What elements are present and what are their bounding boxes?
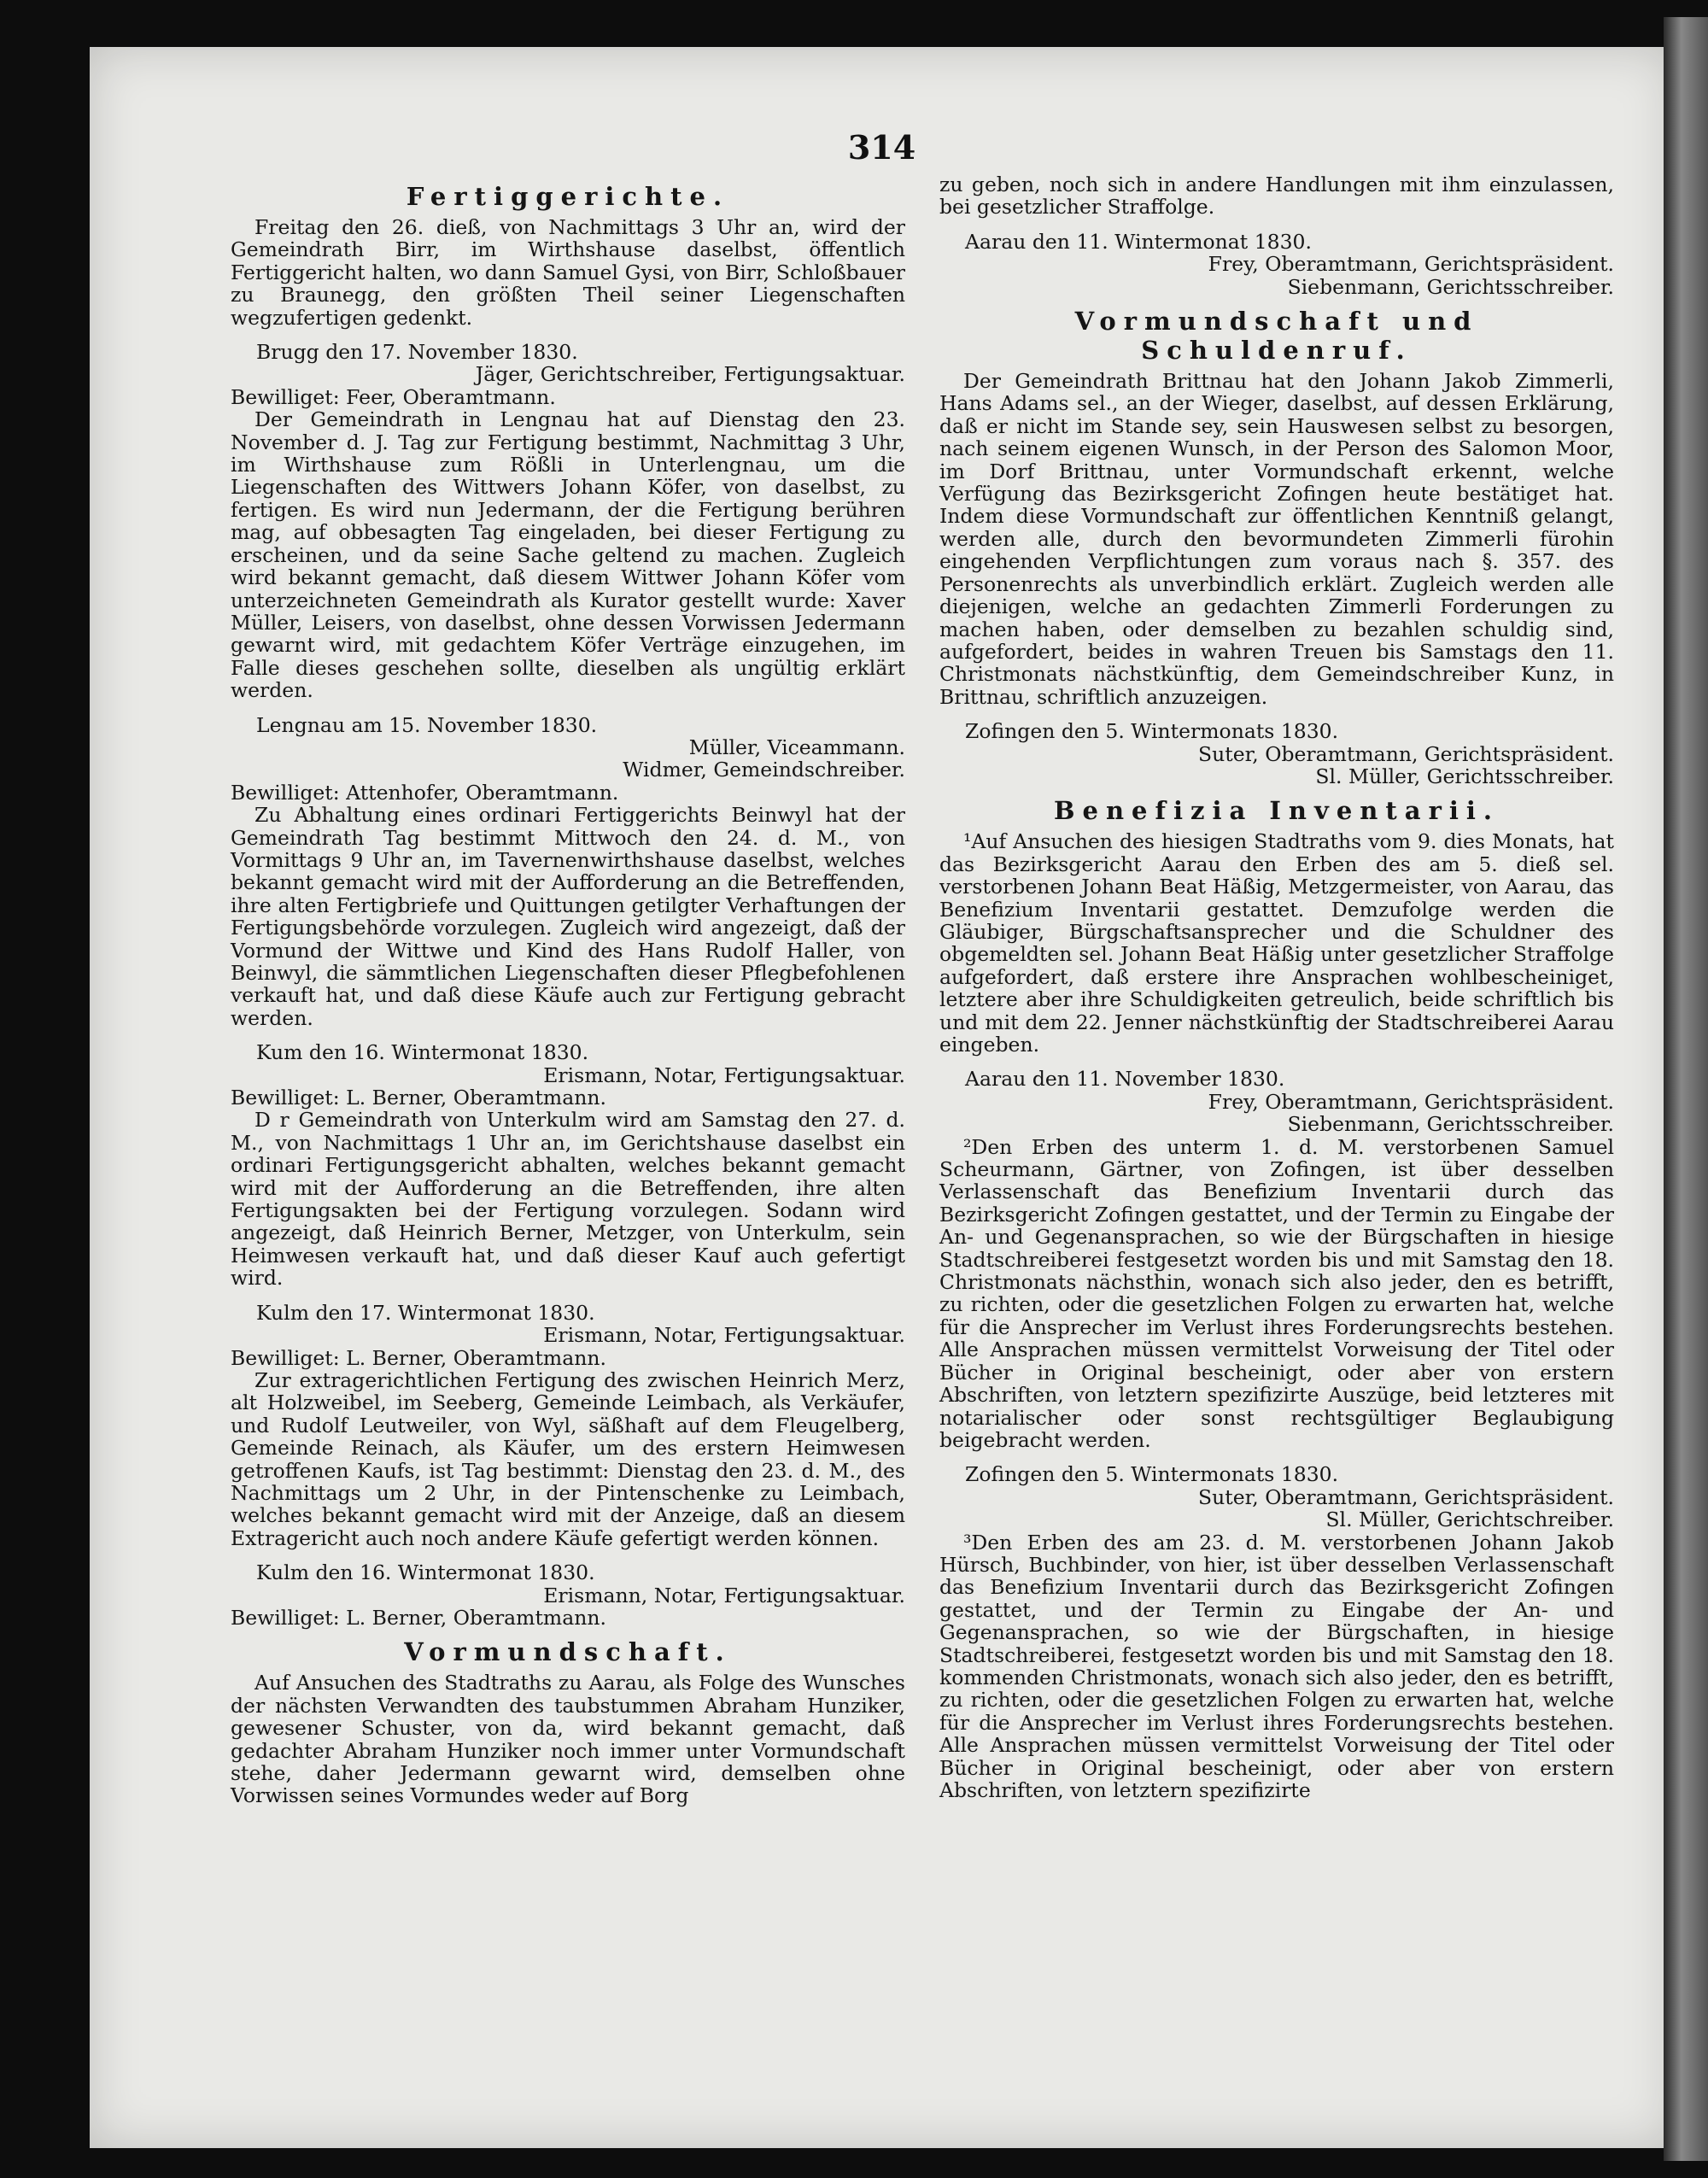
page-number: 314	[847, 128, 916, 167]
adjacent-page-edge	[1664, 17, 1708, 2161]
notice-signature: Siebenmann, Gerichtsschreiber.	[1287, 1112, 1614, 1137]
notice-paragraph: Zu Abhaltung eines ordinari Fertiggerichts Beinwyl hat der Gemeindrath Tag bestimmt Mittwoch den 24. d. M., von Vormittags 9 Uhr an, im Tavernenwirthshause daselbst, welches bekannt gemacht wird mit der Aufforderung an die Betreffenden, ihre alten Fertigbriefe und Quittungen getilgter Verhaftungen der Fertigungsbehörde vorzulegen. Zugleich wird angezeigt, daß der Vormund der Wittwe und Kind des Hans Rudolf Haller, von Beinwyl, die sämmtlichen Liegenschaften dieser Pflegbefohlenen verkauft hat, und daß diese Käufe auch zur Fertigung gebracht werden.	[231, 803, 905, 1030]
notice-date: Brugg den 17. November 1830.	[256, 340, 578, 365]
notice-paragraph-continued: zu geben, noch sich in andere Handlungen mit ihm einzulassen, bei gesetzlicher Straffolge.	[939, 173, 1614, 220]
notice-approval: Bewilliget: L. Berner, Oberamtmann.	[231, 1605, 606, 1630]
notice-signature: Suter, Oberamtmann, Gerichtspräsident.	[1198, 1484, 1614, 1509]
notice-paragraph: ¹Auf Ansuchen des hiesigen Stadtraths vom 9. dies Monats, hat das Bezirksgericht Aarau den Erben des am 5. dieß sel. verstorbenen Johann Beat Häßig, Metzgermeister, von Aarau, das Benefizium Inventarii gestattet. Demzufolge werden die Gläubiger, Bürgschaftsansprecher und die Schuldner des obgemeldten sel. Johann Beat Häßig unter gesetzlicher Straffolge aufgefordert, daß erstere ihre Ansprachen wohlbescheiniget, letztere aber ihre Schuldigkeiten getreulich, beide schriftlich bis und mit dem 22. Jenner nächstkünftig der Stadtschreiberei Aarau eingeben.	[939, 829, 1614, 1057]
notice-date: Zofingen den 5. Wintermonats 1830.	[965, 719, 1339, 744]
notice-signature: Frey, Oberamtmann, Gerichtspräsident.	[1208, 1089, 1614, 1114]
notice-date: Kum den 16. Wintermonat 1830.	[256, 1040, 589, 1065]
notice-paragraph: Zur extragerichtlichen Fertigung des zwischen Heinrich Merz, alt Holzweibel, im Seeberg, Gemeinde Leimbach, als Verkäufer, und Rudolf Leutweiler, von Wyl, säßhaft auf dem Fleugelberg, Gemeinde Reinach, als Käufer, um des erstern Heimwesen getroffenen Kaufs, ist Tag bestimmt: Dienstag den 23. d. M., des Nachmittags um 2 Uhr, in der Pintenschenke zu Leimbach, welches bekannt gemacht wird mit der Anzeige, daß an diesem Extragericht auch noch andere Käufe gefertigt werden können.	[231, 1367, 905, 1550]
section-heading: Vormundschaft und Schuldenruf.	[1074, 307, 1479, 366]
notice-signature: Sl. Müller, Gerichtschreiber.	[1325, 1508, 1614, 1532]
notice-paragraph: Der Gemeindrath Brittnau hat den Johann Jakob Zimmerli, Hans Adams sel., an der Wieger, daselbst, auf dessen Erklärung, daß er nicht im Stande sey, sein Hauswesen selbst zu besorgen, nach seinem eigenen Wunsch, in der Person des Salomon Moor, im Dorf Brittnau, unter Vormundschaft erkennt, welche Verfügung das Bezirksgericht Zofingen heute bestätiget hat. Indem diese Vormundschaft zur öffentlichen Kenntniß gelangt, werden alle, durch den bevormundeten Zimmerli fürohin eingehenden Verpflichtungen zum voraus nach §. 357. des Personenrechts als unverbindlich erklärt. Zugleich werden alle diejenigen, welche an gedachten Zimmerli Forderungen zu machen haben, oder demselben zu bezahlen schuldig sind, aufgefordert, beides in wahren Treuen bis Samstags den 11. Christmonats nächstkünftig, dem Gemeindschreiber Kunz, in Brittnau, schriftlich anzuzeigen.	[939, 369, 1614, 709]
notice-paragraph: D r Gemeindrath von Unterkulm wird am Samstag den 27. d. M., von Nachmittags 1 Uhr an, im Gerichtshause daselbst ein ordinari Fertigungsgericht abhalten, welches bekannt gemacht wird mit der Aufforderung an die Betreffenden, ihre alten Fertigungsakten bei der Fertigung vorzulegen. Sodann wird angezeigt, daß Heinrich Berner, Metzger, von Unterkulm, sein Heimwesen verkauft hat, und daß dieser Kauf auch gefertigt wird.	[231, 1108, 905, 1291]
right-column	[939, 173, 1614, 1813]
notice-paragraph: Der Gemeindrath in Lengnau hat auf Dienstag den 23. November d. J. Tag zur Fertigung bestimmt, Nachmittag 3 Uhr, im Wirthshause zum Rößli in Unterlengnau, um die Liegenschaften des Wittwers Johann Köfer, von daselbst, zu fertigen. Es wird nun Jedermann, der die Fertigung berühren mag, auf obbesagten Tag eingeladen, bei dieser Fertigung zu erscheinen, und da seine Sache geltend zu machen. Zugleich wird bekannt gemacht, daß diesem Wittwer Johann Köfer vom unterzeichneten Gemeindrath als Kurator gestellt wurde: Xaver Müller, Leisers, von daselbst, ohne dessen Vorwissen Jedermann gewarnt wird, mit gedachtem Köfer Verträge einzugehen, im Falle dieses geschehen sollte, dieselben als ungültig erklärt werden.	[231, 407, 905, 703]
notice-date: Kulm den 17. Wintermonat 1830.	[256, 1300, 595, 1325]
notice-paragraph: Freitag den 26. dieß, von Nachmittags 3 Uhr an, wird der Gemeindrath Birr, im Wirthshause daselbst, öffentlich Fertiggericht halten, wo dann Samuel Gysi, von Birr, Schloßbauer zu Braunegg, den größten Theil seiner Liegenschaften wegzufertigen gedenkt.	[231, 215, 905, 330]
notice-signature: Frey, Oberamtmann, Gerichtspräsident.	[1208, 252, 1614, 277]
notice-date: Zofingen den 5. Wintermonats 1830.	[965, 1462, 1339, 1487]
section-heading: Vormundschaft.	[404, 1637, 732, 1667]
notice-date: Kulm den 16. Wintermonat 1830.	[256, 1560, 595, 1585]
notice-signature: Erismann, Notar, Fertigungsaktuar.	[543, 1063, 905, 1087]
newspaper-page	[90, 47, 1674, 2148]
notice-approval: Bewilliget: Feer, Oberamtmann.	[231, 384, 556, 409]
section-heading: Fertiggerichte.	[406, 182, 730, 211]
left-column	[231, 173, 905, 1819]
notice-date: Aarau den 11. November 1830.	[965, 1067, 1285, 1092]
notice-paragraph: ²Den Erben des unterm 1. d. M. verstorbenen Samuel Scheurmann, Gärtner, von Zofingen, ist über desselben Verlassenschaft das Benefizium Inventarii durch das Bezirksgericht Zofingen gestattet, und der Termin zu Eingabe der An- und Gegenansprachen, so wie der Bürgschaften in hiesige Stadtschreiberei festgesetzt worden bis und mit Samstag den 18. Christmonats nächsthin, wonach sich also jeder, den es betrifft, zu richten, oder die gesetzlichen Folgen zu erwarten hat, welche für die Ansprecher im Verlust ihres Forderungsrechts bestehen. Alle Ansprachen müssen vermittelst Vorweisung der Titel oder Bücher in Original bescheinigt, oder aber von erstern Abschriften, von letztern spezifizirte Auszüge, beid letzteres mit notarialischer oder sonst rechtsgültiger Beglaubigung beigebracht werden.	[939, 1134, 1614, 1452]
notice-signature: Erismann, Notar, Fertigungsaktuar.	[543, 1583, 905, 1607]
section-heading: Benefizia Inventarii.	[1054, 796, 1500, 826]
notice-approval: Bewilliget: Attenhofer, Oberamtmann.	[231, 780, 619, 805]
notice-paragraph: ³Den Erben des am 23. d. M. verstorbenen Johann Jakob Hürsch, Buchbinder, von hier, ist über desselben Verlassenschaft das Benefizium Inventarii durch das Bezirksgericht Zofingen gestattet, und der Termin zu Eingabe der An- und Gegenansprachen, so wie der Bürgschaften, in hiesige Stadtschreiberei, festgesetzt worden bis und mit Samstag den 18. kommenden Christmonats, wonach sich also jeder, den es betrifft, zu richten, oder die gesetzlichen Folgen zu erwarten hat, welche für die Ansprecher im Verlust ihres Forderungsrechts bestehen. Alle Ansprachen müssen vermittelst Vorweisung der Titel oder Bücher in Original bescheinigt, oder aber von erstern Abschriften, von letztern spezifizirte	[939, 1530, 1614, 1802]
notice-approval: Bewilliget: L. Berner, Oberamtmann.	[231, 1086, 606, 1110]
notice-signature: Müller, Viceammann.	[688, 735, 905, 759]
notice-signature: Siebenmann, Gerichtsschreiber.	[1287, 274, 1614, 299]
notice-signature: Widmer, Gemeindschreiber.	[623, 758, 905, 782]
notice-signature: Jäger, Gerichtschreiber, Fertigungsaktuar.	[475, 362, 905, 387]
notice-date: Lengnau am 15. November 1830.	[256, 712, 598, 737]
notice-signature: Erismann, Notar, Fertigungsaktuar.	[543, 1323, 905, 1348]
notice-signature: Sl. Müller, Gerichtsschreiber.	[1315, 764, 1614, 788]
notice-date: Aarau den 11. Wintermonat 1830.	[965, 229, 1312, 254]
notice-approval: Bewilliget: L. Berner, Oberamtmann.	[231, 1345, 606, 1370]
notice-signature: Suter, Oberamtmann, Gerichtspräsident.	[1198, 741, 1614, 766]
notice-paragraph: Auf Ansuchen des Stadtraths zu Aarau, als Folge des Wunsches der nächsten Verwandten des taubstummen Abraham Hunziker, gewesener Schuster, von da, wird bekannt gemacht, daß gedachter Abraham Hunziker noch immer unter Vormundschaft stehe, daher Jedermann gewarnt wird, demselben ohne Vorwissen seines Vormundes weder auf Borg	[231, 1671, 905, 1808]
